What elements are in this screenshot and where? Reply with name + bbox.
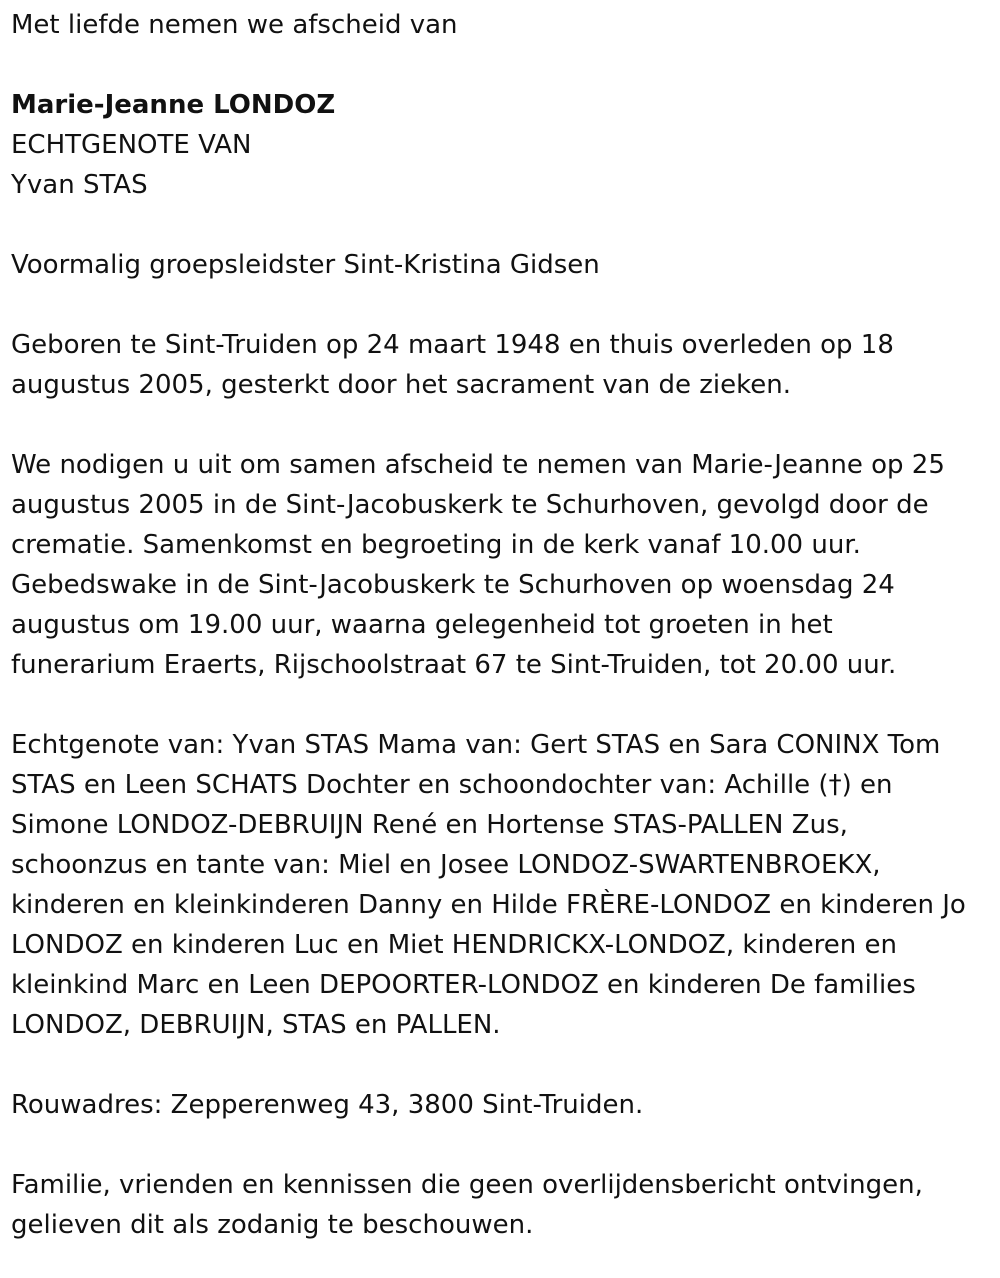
family-paragraph [11,725,986,1045]
intro-text: Met liefde nemen we afscheid van [11,10,458,40]
spacer [11,205,986,245]
obituary-notice [11,5,986,1245]
paragraph-line: gelieven dit als zodanig te beschouwen. [11,1210,534,1240]
paragraph-line: kinderen en kleinkinderen Danny en Hilde FRÈRE-LONDOZ en kinderen Jo [11,890,966,920]
paragraph-line: Simone LONDOZ-DEBRUIJN René en Hortense STAS-PALLEN Zus, [11,810,848,840]
paragraph-line: augustus 2005, gesterkt door het sacrament van de zieken. [11,370,791,400]
address-text: Rouwadres: Zepperenweg 43, 3800 Sint-Truiden. [11,1090,644,1120]
paragraph-line: Familie, vrienden en kennissen die geen overlijdensbericht ontvingen, [11,1170,923,1200]
paragraph-line: LONDOZ, DEBRUIJN, STAS en PALLEN. [11,1010,501,1040]
spouse-name: Yvan STAS [11,170,148,200]
paragraph-line: augustus 2005 in de Sint-Jacobuskerk te Schurhoven, gevolgd door de [11,490,929,520]
paragraph-line: schoonzus en tante van: Miel en Josee LONDOZ-SWARTENBROEKX, [11,850,881,880]
paragraph-line: Geboren te Sint-Truiden op 24 maart 1948 en thuis overleden op 18 [11,330,894,360]
spacer [11,405,986,445]
spacer [11,1045,986,1085]
paragraph-line: Echtgenote van: Yvan STAS Mama van: Gert STAS en Sara CONINX Tom [11,730,941,760]
paragraph-line: crematie. Samenkomst en begroeting in de kerk vanaf 10.00 uur. [11,530,861,560]
invitation-paragraph [11,445,986,685]
paragraph-line: funerarium Eraerts, Rijschoolstraat 67 te Sint-Truiden, tot 20.00 uur. [11,650,897,680]
paragraph-line: Gebedswake in de Sint-Jacobuskerk te Schurhoven op woensdag 24 [11,570,895,600]
spacer [11,285,986,325]
role-text: Voormalig groepsleidster Sint-Kristina Gidsen [11,250,600,280]
birth-paragraph [11,325,986,405]
paragraph-line: We nodigen u uit om samen afscheid te nemen van Marie-Jeanne op 25 [11,450,945,480]
paragraph-line: kleinkind Marc en Leen DEPOORTER-LONDOZ en kinderen De families [11,970,916,1000]
paragraph-line: STAS en Leen SCHATS Dochter en schoondochter van: Achille (†) en [11,770,893,800]
closing-paragraph [11,1165,986,1245]
paragraph-line: LONDOZ en kinderen Luc en Miet HENDRICKX-LONDOZ, kinderen en [11,930,897,960]
spacer [11,1125,986,1165]
deceased-name: Marie-Jeanne LONDOZ [11,90,336,120]
spacer [11,685,986,725]
spouse-label: ECHTGENOTE VAN [11,130,252,160]
spacer [11,45,986,85]
paragraph-line: augustus om 19.00 uur, waarna gelegenheid tot groeten in het [11,610,833,640]
